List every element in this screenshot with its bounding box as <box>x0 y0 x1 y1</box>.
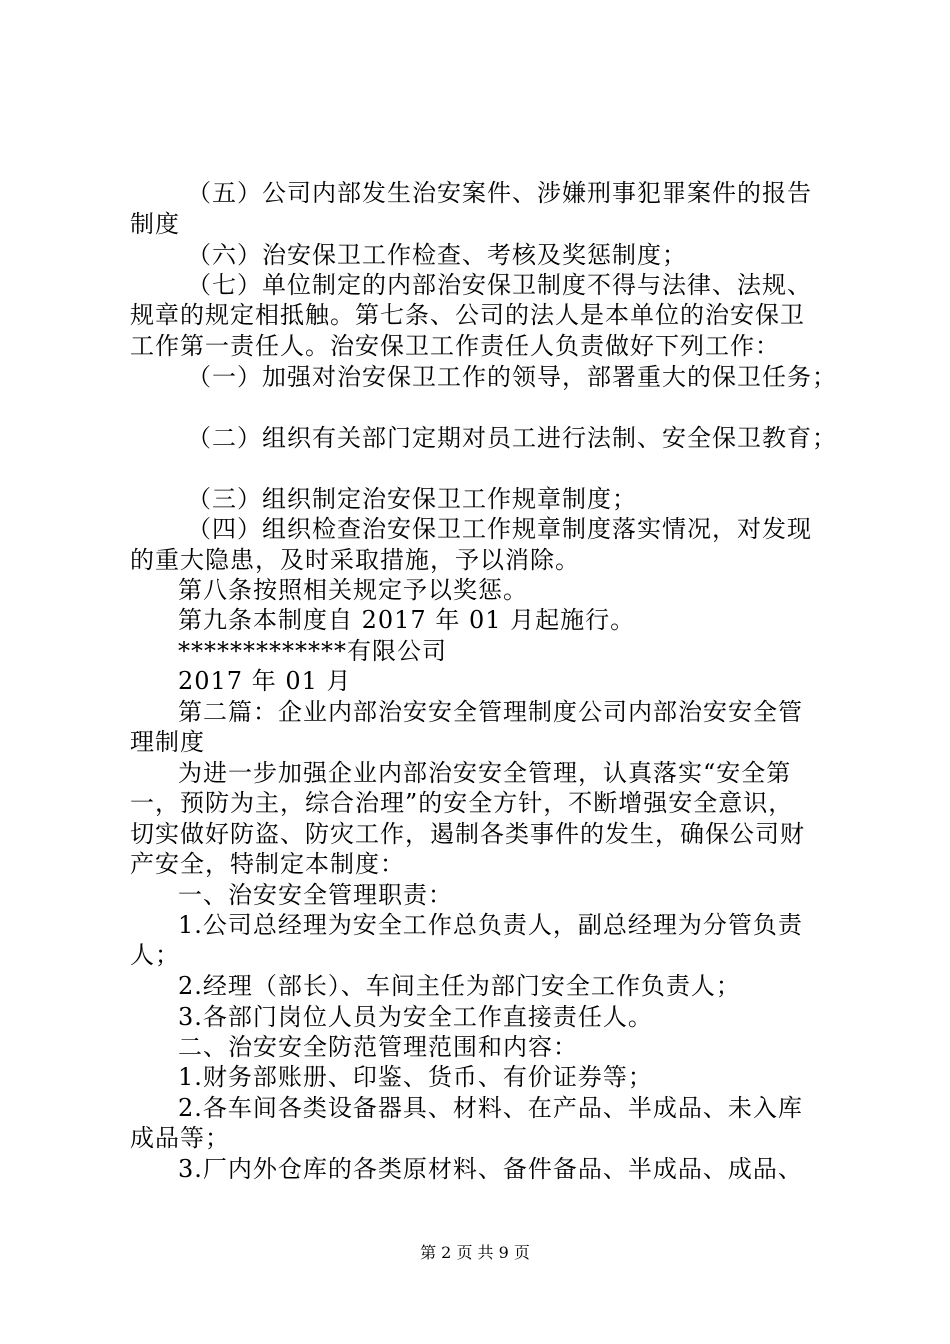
paragraph-line: 一，预防为主，综合治理”的安全方针，不断增强安全意识， <box>130 789 794 817</box>
date-line: 2017 年 01 月 <box>178 667 352 695</box>
paragraph-line: 为进一步加强企业内部治安安全管理，认真落实“安全第 <box>178 759 792 787</box>
subsection-heading: 二、治安安全防范管理范围和内容： <box>178 1033 578 1061</box>
paragraph-line: 1.公司总经理为安全工作总负责人，副总经理为分管负责 <box>178 911 803 939</box>
paragraph-line: （三）组织制定治安保卫工作规章制度； <box>187 485 637 513</box>
paragraph-line: 第九条本制度自 2017 年 01 月起施行。 <box>178 606 636 634</box>
section-heading-cont: 理制度 <box>130 728 205 756</box>
paragraph-line: 产安全，特制定本制度： <box>130 850 405 878</box>
paragraph-line: 第八条按照相关规定予以奖惩。 <box>178 576 528 604</box>
page-number-footer: 第 2 页 共 9 页 <box>420 1243 530 1262</box>
paragraph-line: 1.财务部账册、印鉴、货币、有价证券等； <box>178 1063 653 1091</box>
paragraph-line: （四）组织检查治安保卫工作规章制度落实情况，对发现 <box>187 515 812 543</box>
paragraph-line: 制度 <box>130 210 180 238</box>
paragraph-line: 2.各车间各类设备器具、材料、在产品、半成品、未入库 <box>178 1094 803 1122</box>
paragraph-line: （二）组织有关部门定期对员工进行法制、安全保卫教育； <box>187 424 837 452</box>
paragraph-line: （五）公司内部发生治安案件、涉嫌刑事犯罪案件的报告 <box>187 179 812 207</box>
paragraph-line: 人； <box>130 941 180 969</box>
paragraph-line: （六）治安保卫工作检查、考核及奖惩制度； <box>187 241 687 269</box>
paragraph-line: 2.经理（部长）、车间主任为部门安全工作负责人； <box>178 972 741 1000</box>
paragraph-line: 切实做好防盗、防灾工作，遏制各类事件的发生，确保公司财 <box>130 820 805 848</box>
paragraph-line: 工作第一责任人。治安保卫工作责任人负责做好下列工作： <box>130 332 780 360</box>
paragraph-line: 3.各部门岗位人员为安全工作直接责任人。 <box>178 1003 653 1031</box>
paragraph-line: 3.厂内外仓库的各类原材料、备件备品、半成品、成品、 <box>178 1155 803 1183</box>
subsection-heading: 一、治安安全管理职责： <box>178 881 453 909</box>
paragraph-line: （七）单位制定的内部治安保卫制度不得与法律、法规、 <box>187 271 812 299</box>
paragraph-line: （一）加强对治安保卫工作的领导，部署重大的保卫任务； <box>187 363 837 391</box>
section-heading: 第二篇：企业内部治安安全管理制度公司内部治安安全管 <box>178 698 803 726</box>
paragraph-line: 规章的规定相抵触。第七条、公司的法人是本单位的治安保卫 <box>130 301 805 329</box>
paragraph-line: 的重大隐患，及时采取措施，予以消除。 <box>130 546 580 574</box>
company-name: *************有限公司 <box>178 637 447 665</box>
paragraph-line: 成品等； <box>130 1124 230 1152</box>
